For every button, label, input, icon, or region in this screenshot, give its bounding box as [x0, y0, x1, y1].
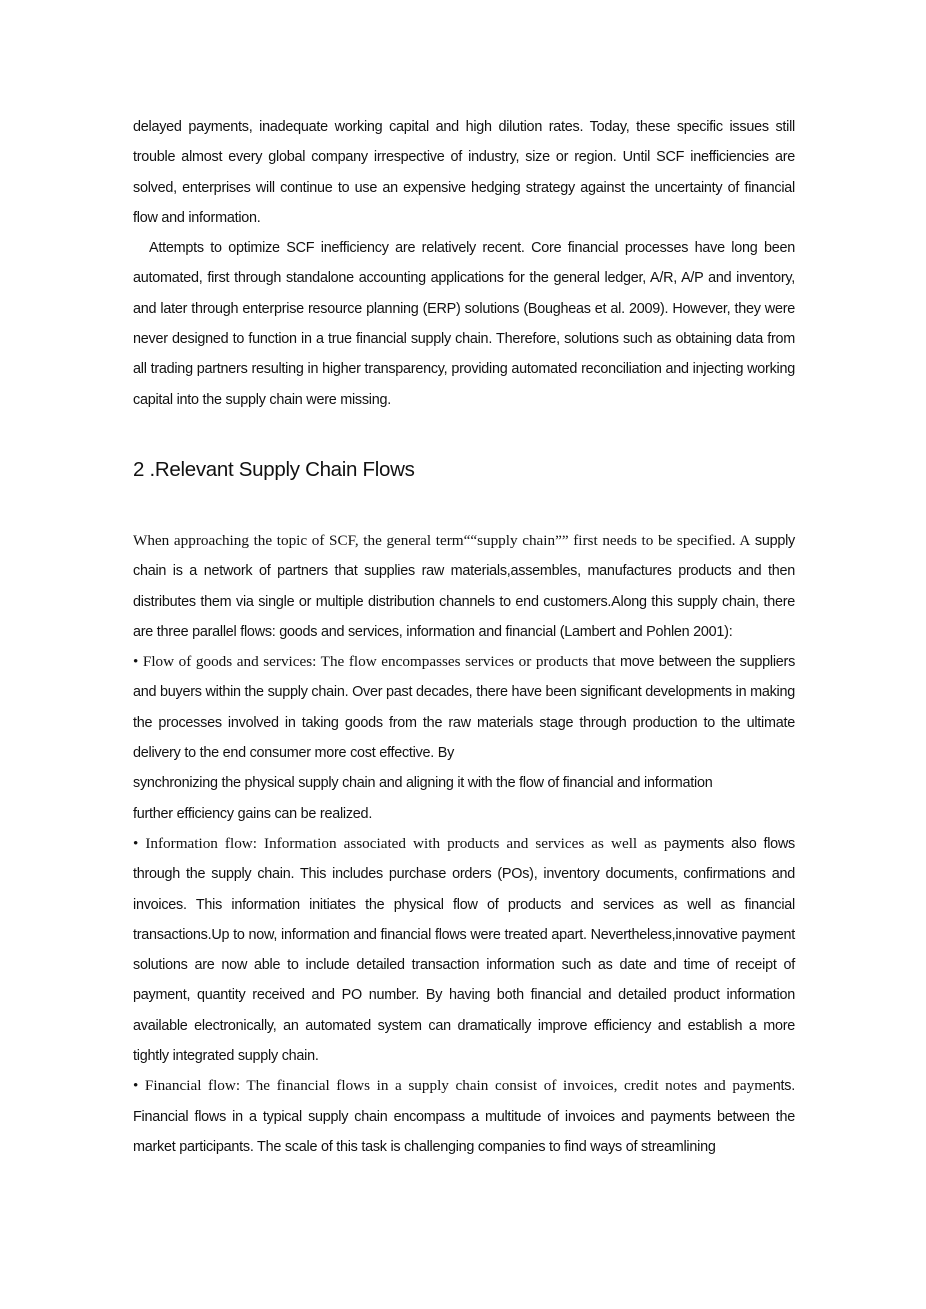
spacer: [133, 485, 795, 526]
bullet-goods-line-a: synchronizing the physical supply chain and aligning it with the flow of financial and information: [133, 775, 713, 792]
bullet-goods-body: move between the suppliers and buyers within the supply chain. Over past decades, there have been significant developments in making the processes involved in taking goods from the raw materials stage through production to the ultimate delivery to the end consumer more cost effective. By: [133, 654, 796, 762]
bullet-information-lead: • Information flow: Information associated with products and services as well as p: [133, 834, 672, 852]
bullet-goods-lead: • Flow of goods and services: The flow encompasses services or products that: [133, 653, 616, 671]
bullet-information-body: ayments also flows through the supply chain. This includes purchase orders (POs), inventory documents, confirmations and invoices. This information initiates the physical flow of products and services as well as financial transactions.Up to now, information and financial flows were treated apart. Nevertheless,innovative payment solutions are now able to include detailed transaction information such as date and time of receipt of payment, quantity received and PO number. By having both financial and detailed product information available electronically, an automated system can dramatically improve efficiency and establish a more tightly integrated supply chain.: [133, 835, 795, 1065]
bullet-goods-services: [133, 647, 795, 768]
paragraph-delayed-payments: delayed payments, inadequate working capital and high dilution rates. Today, these specific issues still trouble almost every global company irrespective of industry, size or region. Until SCF inefficiencies are solved, enterprises will continue to use an expensive hedging strategy against the uncertainty of financial flow and information.: [133, 119, 795, 226]
intro-serif-text: When approaching the topic of SCF, the general term““supply chain”” first needs to be specified. A: [133, 531, 751, 549]
bullet-financial-lead: • Financial flow: The financial flows in a supply chain consist of invoices, credit notes and payme: [133, 1077, 773, 1095]
spacer: [133, 415, 795, 455]
section-heading: 2 .Relevant Supply Chain Flows: [133, 457, 415, 481]
paragraph-supply-chain-intro: [133, 526, 795, 647]
paragraph-scf-optimization: Attempts to optimize SCF inefficiency are relatively recent. Core financial processes have long been automated, first through standalone accounting applications for the general ledger, A/R, A/P and inventory, and later through enterprise resource planning (ERP) solutions (Bougheas et al. 2009). However, they were never designed to function in a true financial supply chain. Therefore, solutions such as obtaining data from all trading partners resulting in higher transparency, providing automated reconciliation and injecting working capital into the supply chain were missing.: [133, 240, 795, 408]
bullet-financial-flow: [133, 1071, 795, 1162]
intro-sans-text: supply chain is a network of partners that supplies raw materials,assembles, manufactures products and then distributes them via single or multiple distribution channels to end customers.Along this supply chain, there are three parallel flows: goods and services, information and financial (Lambert and Pohlen 2001):: [133, 532, 796, 640]
bullet-goods-line-b: further efficiency gains can be realized.: [133, 805, 373, 822]
document-page: [133, 112, 795, 1162]
bullet-financial-body: nts. Financial flows in a typical supply chain encompass a multitude of invoices and payments between the market participants. The scale of this task is challenging companies to find ways of streamlining: [133, 1078, 795, 1155]
bullet-information-flow: [133, 829, 795, 1071]
